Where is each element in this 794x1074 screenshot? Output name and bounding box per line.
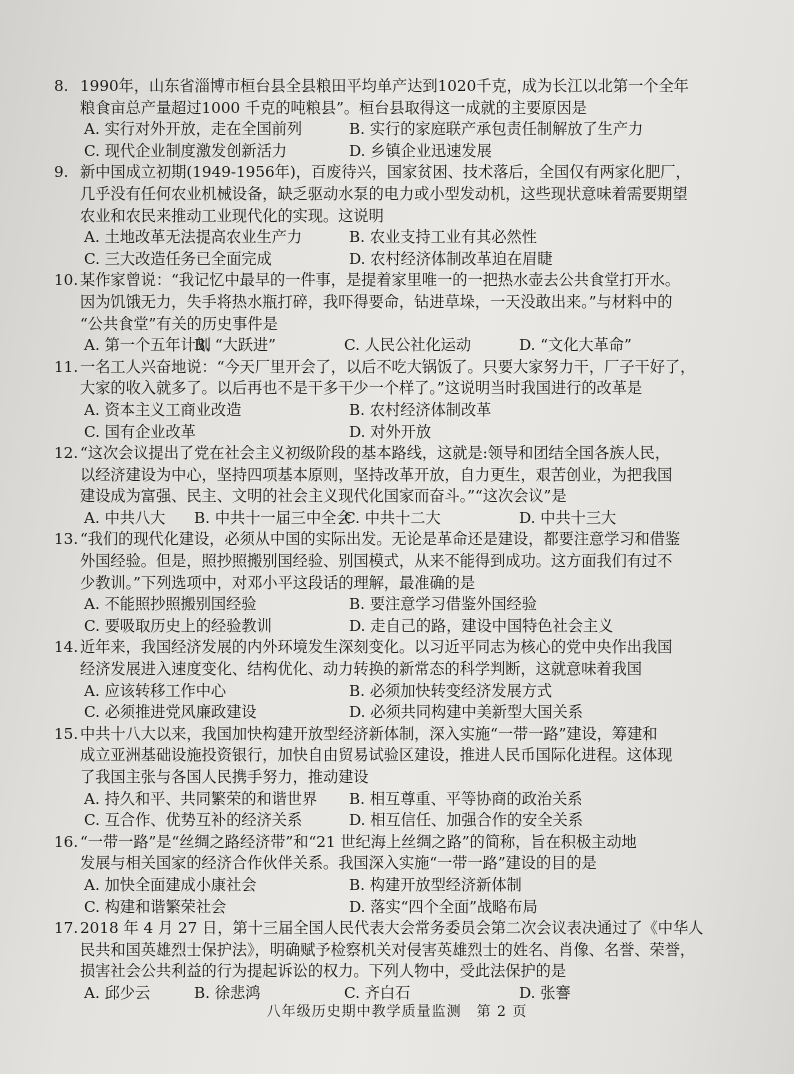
option-row xyxy=(54,594,759,616)
answer-option: A. 应该转移工作中心 xyxy=(84,681,227,700)
question-17 xyxy=(54,918,759,1004)
answer-option: B. “大跃进” xyxy=(194,336,276,355)
question-text-line: 成立亚洲基础设施投资银行，加快自由贸易试验区建设，推进人民币国际化进程。这体现 xyxy=(80,746,673,765)
answer-option: C. 必须推进党风廉政建设 xyxy=(84,703,257,722)
answer-option: D. 走自己的路，建设中国特色社会主义 xyxy=(349,616,614,635)
question-text-line: 农业和农民来推动工业现代化的实现。这说明 xyxy=(80,206,384,225)
answer-option: A. 第一个五年计划 xyxy=(84,336,211,355)
option-row xyxy=(54,897,759,919)
answer-option: B. 要注意学习借鉴外国经验 xyxy=(349,595,537,614)
question-text-line: 因为饥饿无力，失手将热水瓶打碎，我吓得要命，钻进草垛，一天没敢出来。”与材料中的 xyxy=(80,292,673,311)
question-text-line: 某作家曾说：“我记忆中最早的一件事，是提着家里唯一的一把热水壶去公共食堂打开水。 xyxy=(80,271,681,290)
question-14 xyxy=(54,637,759,723)
question-number: 8. xyxy=(54,77,69,95)
question-number: 10. xyxy=(54,271,79,290)
option-row xyxy=(54,335,759,357)
answer-option: D. 必须共同构建中美新型大国关系 xyxy=(349,703,583,722)
answer-option: D. 中共十三大 xyxy=(519,508,617,527)
answer-option: A. 持久和平、共同繁荣的和谐世界 xyxy=(84,789,318,808)
answer-option: A. 土地改革无法提高农业生产力 xyxy=(84,228,303,247)
question-text-line: “我们的现代化建设，必须从中国的实际出发。无论是革命还是建设，都要注意学习和借鉴 xyxy=(80,530,681,549)
answer-option: B. 农业支持工业有其必然性 xyxy=(349,228,537,247)
page-footer: 八年级历史期中教学质量监测 第 2 页 xyxy=(266,1004,528,1020)
question-text-line: 粮食亩总产量超过1000 千克的吨粮县”。桓台县取得这一成就的主要原因是 xyxy=(80,98,587,117)
question-16 xyxy=(54,832,759,918)
answer-option: C. 齐白石 xyxy=(344,983,411,1002)
answer-option: B. 相互尊重、平等协商的政治关系 xyxy=(349,789,583,808)
answer-option: C. 三大改造任务已全面完成 xyxy=(84,249,272,268)
answer-option: C. 构建和谐繁荣社会 xyxy=(84,897,227,916)
question-text-line: 民共和国英雄烈士保护法》，明确赋予检察机关对侵害英雄烈士的姓名、肖像、名誉、荣誉， xyxy=(80,940,696,959)
answer-option: D. 张謇 xyxy=(519,983,571,1002)
answer-option: A. 资本主义工商业改造 xyxy=(84,400,242,419)
answer-option: B. 农村经济体制改革 xyxy=(349,400,492,419)
question-number: 9. xyxy=(54,163,69,182)
option-row xyxy=(54,508,759,530)
option-row xyxy=(54,227,759,249)
option-row xyxy=(54,681,759,703)
answer-option: C. 中共十二大 xyxy=(344,508,441,527)
option-row xyxy=(54,422,759,444)
answer-option: D. “文化大革命” xyxy=(519,336,632,355)
answer-option: D. 落实“四个全面”战略布局 xyxy=(349,897,538,916)
question-text-line: 了我国主张与各国人民携手努力，推动建设 xyxy=(80,768,369,786)
question-text-line: 几乎没有任何农业机械设备，缺乏驱动水泵的电力或小型发动机，这些现状意味着需要期望 xyxy=(80,184,688,203)
question-number: 16. xyxy=(54,832,79,851)
question-text-line: 一名工人兴奋地说：“今天厂里开会了，以后不吃大锅饭了。只要大家努力干，厂子干好了， xyxy=(80,357,696,376)
question-text-line: 中共十八大以来，我国加快构建开放型经济新体制，深入实施“一带一路”建设，筹建和 xyxy=(80,724,658,743)
question-15 xyxy=(54,724,759,832)
question-text-line: 以经济建设为中心，坚持四项基本原则，坚持改革开放，自力更生，艰苦创业，为把我国 xyxy=(80,465,673,484)
question-text-line: “一带一路”是“丝绸之路经济带”和“21 世纪海上丝绸之路”的简称，旨在积极主动地 xyxy=(80,832,637,851)
question-text-line: 2018 年 4 月 27 日，第十三届全国人民代表大会常务委员会第二次会议表决通过了《中华人 xyxy=(80,919,704,938)
question-text-line: 建设成为富强、民主、文明的社会主义现代化国家而奋斗。”“这次会议”是 xyxy=(80,487,567,506)
answer-option: B. 实行的家庭联产承包责任制解放了生产力 xyxy=(349,120,644,139)
answer-option: A. 实行对外开放，走在全国前列 xyxy=(84,120,303,139)
answer-option: B. 必须加快转变经济发展方式 xyxy=(349,681,553,700)
question-9 xyxy=(54,162,759,270)
question-8 xyxy=(54,76,759,162)
option-row xyxy=(54,616,759,638)
answer-option: A. 加快全面建成小康社会 xyxy=(84,875,257,894)
question-text-line: 发展与相关国家的经济合作伙伴关系。我国深入实施“一带一路”建设的目的是 xyxy=(80,854,597,873)
question-text-line: 大家的收入就多了。以后再也不是干多干少一个样了。”这说明当时我国进行的改革是 xyxy=(80,379,643,398)
question-number: 15. xyxy=(54,724,79,743)
answer-option: B. 徐悲鸿 xyxy=(194,983,261,1002)
answer-option: A. 邱少云 xyxy=(84,983,151,1002)
answer-option: C. 要吸取历史上的经验教训 xyxy=(84,616,272,635)
answer-option: D. 相互信任、加强合作的安全关系 xyxy=(349,811,583,830)
option-row xyxy=(54,249,759,271)
answer-option: C. 互合作、优势互补的经济关系 xyxy=(84,811,303,830)
question-list xyxy=(54,76,759,1005)
question-number: 14. xyxy=(54,638,79,657)
question-text-line: 经济发展进入速度变化、结构优化、动力转换的新常态的科学判断，这就意味着我国 xyxy=(80,660,642,679)
question-text-line: “这次会议提出了党在社会主义初级阶段的基本路线，这就是:领导和团结全国各族人民， xyxy=(80,444,671,463)
answer-option: D. 农村经济体制改革迫在眉睫 xyxy=(349,249,553,268)
question-11 xyxy=(54,357,759,443)
question-text-line: “公共食堂”有关的历史事件是 xyxy=(80,314,278,333)
question-text-line: 1990年，山东省淄博市桓台县全县粮田平均单产达到1020千克，成为长江以北第一个全年 xyxy=(80,77,689,95)
option-row xyxy=(54,789,759,811)
answer-option: A. 不能照抄照搬别国经验 xyxy=(84,595,257,614)
question-13 xyxy=(54,529,759,637)
question-text-line: 损害社会公共利益的行为提起诉讼的权力。下列人物中，受此法保护的是 xyxy=(80,962,566,981)
question-number: 17. xyxy=(54,919,79,938)
option-row xyxy=(54,702,759,724)
answer-option: B. 构建开放型经济新体制 xyxy=(349,875,522,894)
option-row xyxy=(54,400,759,422)
answer-option: B. 中共十一届三中全会 xyxy=(194,508,352,527)
question-12 xyxy=(54,443,759,529)
option-row xyxy=(54,810,759,832)
answer-option: C. 现代企业制度激发创新活力 xyxy=(84,141,287,160)
question-10 xyxy=(54,270,759,356)
question-number: 12. xyxy=(54,444,79,463)
question-number: 13. xyxy=(54,530,79,549)
answer-option: C. 人民公社化运动 xyxy=(344,336,472,355)
option-row xyxy=(54,141,759,163)
question-number: 11. xyxy=(54,357,79,376)
answer-option: D. 对外开放 xyxy=(349,422,432,441)
answer-option: D. 乡镇企业迅速发展 xyxy=(349,141,492,160)
answer-option: A. 中共八大 xyxy=(84,508,166,527)
option-row xyxy=(54,119,759,141)
question-text-line: 外国经验。但是，照抄照搬别国经验、别国模式，从来不能得到成功。这方面我们有过不 xyxy=(80,552,673,571)
question-text-line: 近年来，我国经济发展的内外环境发生深刻变化。以习近平同志为核心的党中央作出我国 xyxy=(80,638,673,657)
option-row xyxy=(54,875,759,897)
question-text-line: 新中国成立初期(1949-1956年)，百废待兴，国家贫困、技术落后，全国仅有两家化肥厂， xyxy=(80,163,691,182)
question-text-line: 少教训。”下列选项中，对邓小平这段话的理解，最准确的是 xyxy=(80,573,476,592)
answer-option: C. 国有企业改革 xyxy=(84,422,196,441)
